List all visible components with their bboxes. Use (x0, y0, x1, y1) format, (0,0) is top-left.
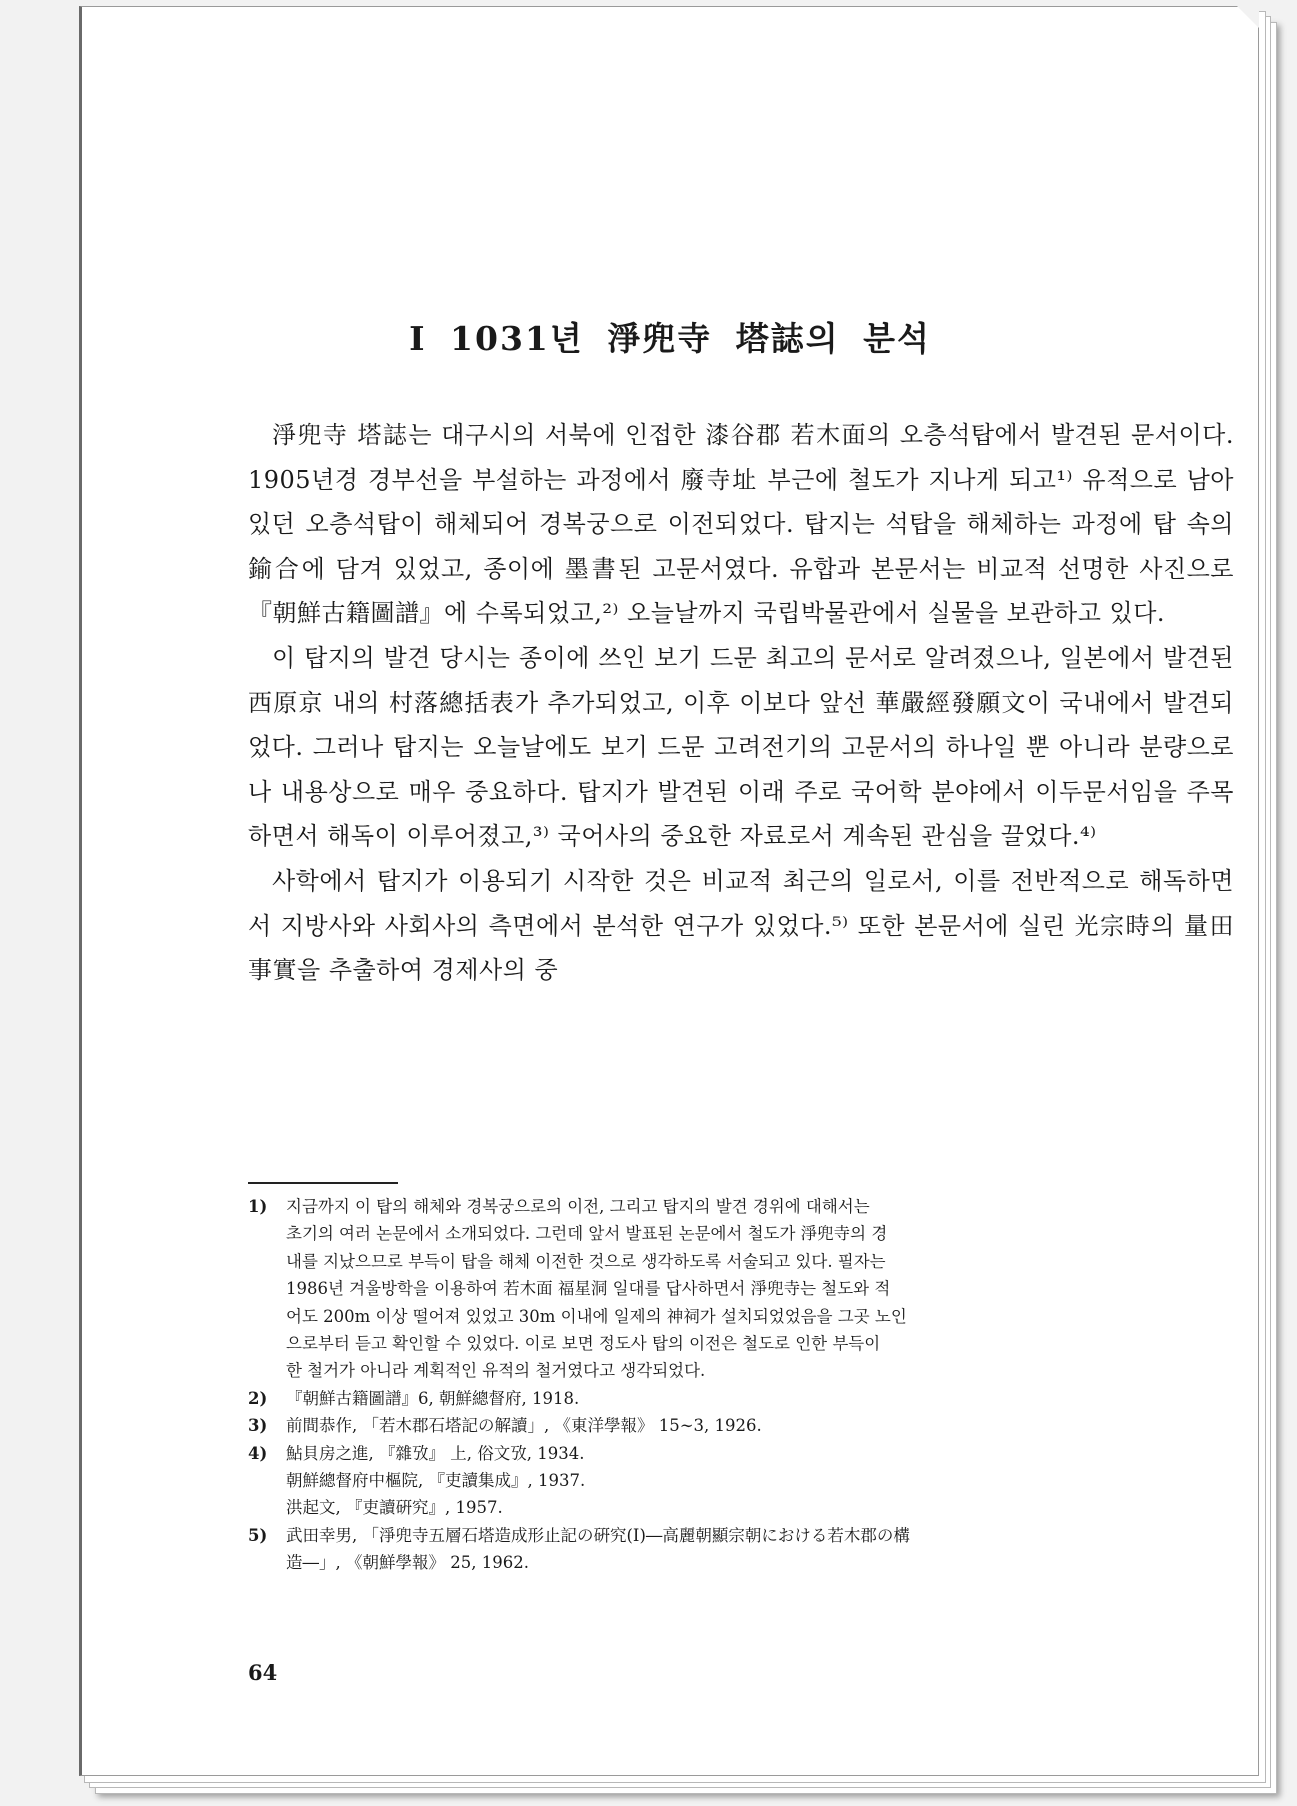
paragraph: 이 탑지의 발견 당시는 종이에 쓰인 보기 드문 최고의 문서로 알려졌으나, 일본에서 발견된 西原京 내의 村落總括表가 추가되었고, 이후 이보다 앞선 華嚴經發願文이 국내에서 발견되었다. 그러나 탑지는 오늘날에도 보기 드문 고려전기의 고문서의 하나일 뿐 아니라 분량으로나 내용상으로 매우 중요하다. 탑지가 발견된 이래 주로 국어학 분야에서 이두문서임을 주목하면서 해독이 이루어졌고,³⁾ 국어사의 중요한 자료로서 계속된 관심을 끌었다.⁴⁾ (248, 643, 1234, 851)
footnote-line: 내를 지났으므로 부득이 탑을 해체 이전한 것으로 생각하도록 서술되고 있다. 필자는 (286, 1251, 886, 1271)
footnote (248, 1385, 1234, 1412)
footnote (248, 1522, 1234, 1577)
footnote-line: 한 철거가 아니라 계획적인 유적의 철거였다고 생각되었다. (286, 1361, 706, 1381)
footnote (248, 1412, 1234, 1439)
page-number: 64 (248, 1660, 278, 1685)
chapter-title: I 1031년 淨兜寺 塔誌의 분석 (409, 319, 931, 359)
footnote-line: 초기의 여러 논문에서 소개되었다. 그런데 앞서 발표된 논문에서 철도가 淨兜寺의 경 (286, 1224, 888, 1244)
footnote-line: 어도 200m 이상 떨어져 있었고 30m 이내에 일제의 神祠가 설치되었었음을 그곳 노인 (286, 1306, 907, 1326)
footnote-separator (248, 1182, 398, 1184)
footnote-line: 前間恭作, 「若木郡石塔記の解讀」, 《東洋學報》 15∼3, 1926. (286, 1416, 762, 1436)
footnote-line: 造―」, 《朝鮮學報》 25, 1962. (286, 1553, 529, 1573)
footnote-line: 洪起文, 『吏讀硏究』, 1957. (286, 1498, 503, 1518)
footnotes (248, 1193, 1234, 1577)
body-text (248, 413, 1234, 993)
footnote-line: 으로부터 듣고 확인할 수 있었다. 이로 보면 정도사 탑의 이전은 철도로 인한 부득이 (286, 1334, 881, 1354)
footnote-number: 5) (248, 1525, 268, 1545)
document-page (79, 6, 1259, 1776)
footnote-line: 武田幸男, 「淨兜寺五層石塔造成形止記の硏究(Ⅰ)―高麗朝顯宗朝における若木郡の構 (286, 1525, 910, 1545)
footnote-line: 朝鮮總督府中樞院, 『吏讀集成』, 1937. (286, 1471, 586, 1491)
paragraph: 사학에서 탑지가 이용되기 시작한 것은 비교적 최근의 일로서, 이를 전반적으로 해독하면서 지방사와 사회사의 측면에서 분석한 연구가 있었다.⁵⁾ 또한 본문서에 실린 光宗時의 量田事實을 추출하여 경제사의 중 (248, 866, 1234, 985)
footnote-line: 1986년 겨울방학을 이용하여 若木面 福星洞 일대를 답사하면서 淨兜寺는 철도와 적 (286, 1279, 891, 1299)
footnote-number: 3) (248, 1416, 268, 1436)
footnote (248, 1440, 1234, 1522)
page-corner-fold (1237, 6, 1259, 28)
footnote-number: 4) (248, 1443, 268, 1463)
footnote-number: 1) (248, 1197, 268, 1216)
book-page-stack (79, 6, 1289, 1800)
footnote-line: 지금까지 이 탑의 해체와 경복궁으로의 이전, 그리고 탑지의 발견 경위에 대해서는 (286, 1197, 870, 1216)
footnote-line: 『朝鮮古籍圖譜』6, 朝鮮總督府, 1918. (286, 1388, 580, 1408)
footnote-number: 2) (248, 1388, 268, 1408)
footnote (248, 1193, 1234, 1385)
footnote-line: 鮎貝房之進, 『雜攷』 上, 俗文攷, 1934. (286, 1443, 585, 1463)
paragraph: 淨兜寺 塔誌는 대구시의 서북에 인접한 漆谷郡 若木面의 오층석탑에서 발견된 문서이다. 1905년경 경부선을 부설하는 과정에서 廢寺址 부근에 철도가 지나게 되고¹⁾ 유적으로 남아 있던 오층석탑이 해체되어 경복궁으로 이전되었다. 탑지는 석탑을 해체하는 과정에 탑 속의 鍮合에 담겨 있었고, 종이에 墨書된 고문서였다. 유합과 본문서는 비교적 선명한 사진으로 『朝鮮古籍圖譜』에 수록되었고,²⁾ 오늘날까지 국립박물관에서 실물을 보관하고 있다. (248, 421, 1234, 628)
